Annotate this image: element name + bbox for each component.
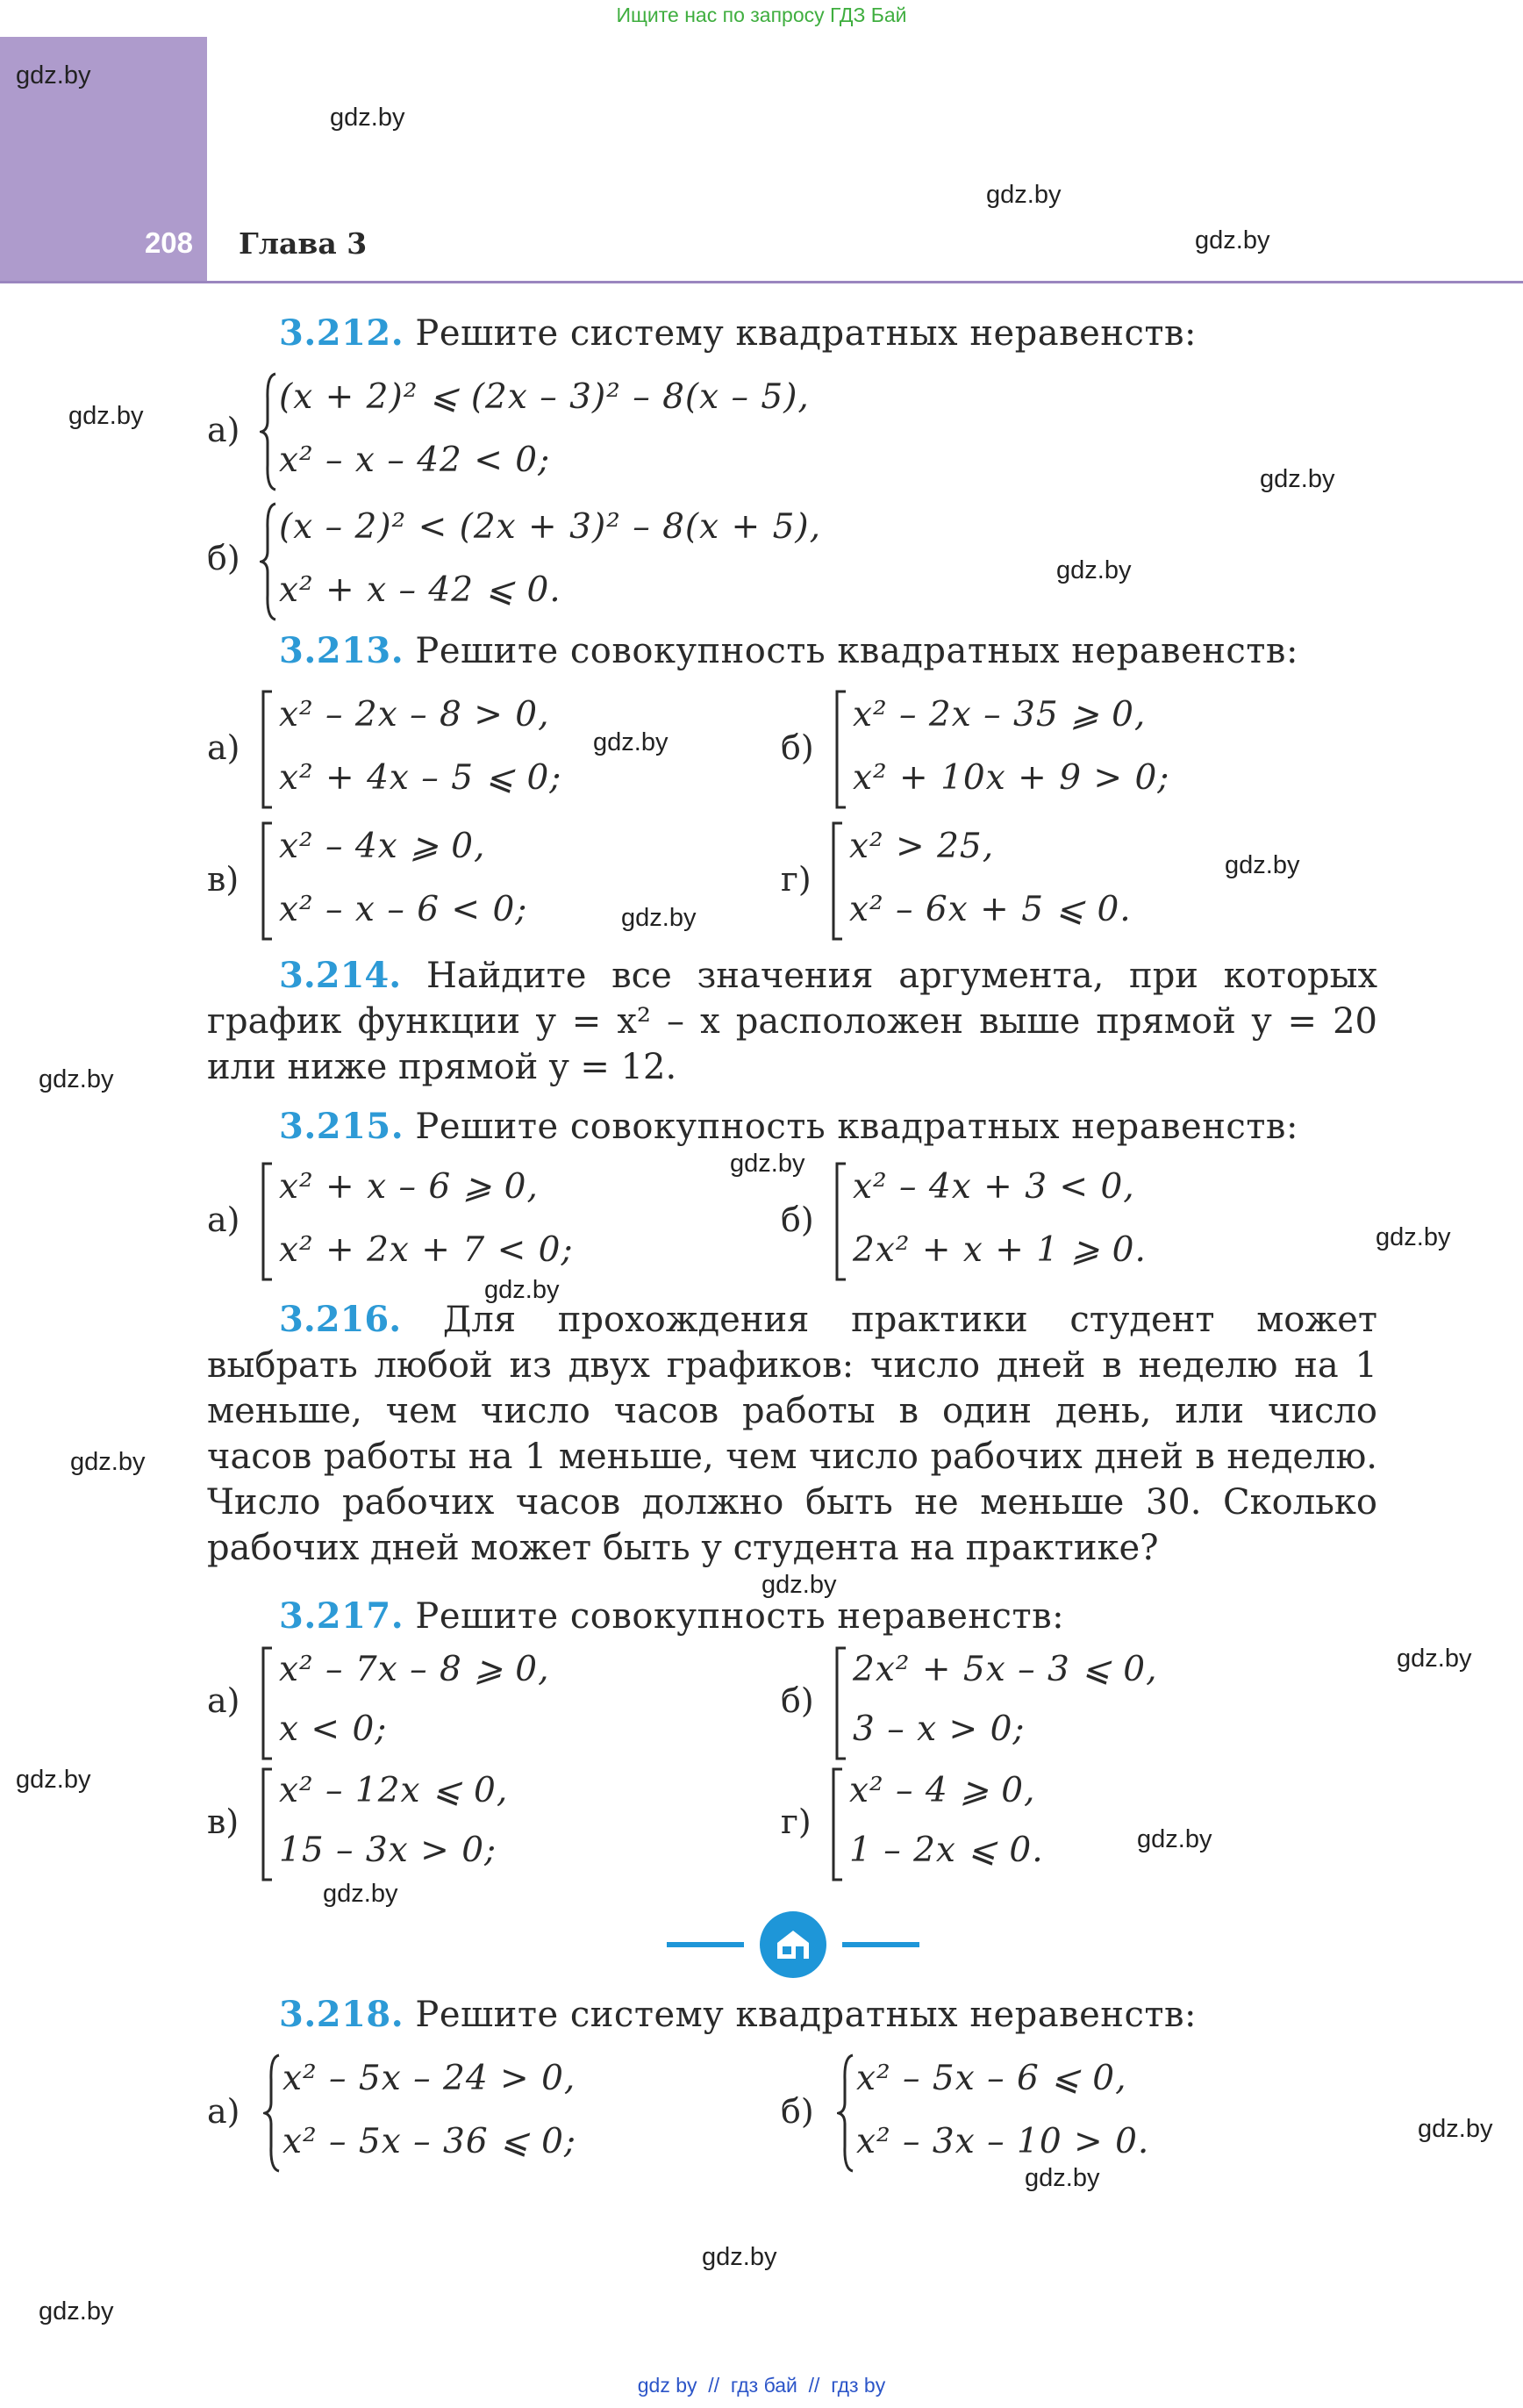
problem-number: 3.214. bbox=[279, 955, 402, 996]
set-3-213-a bbox=[260, 690, 716, 809]
item-label: а) bbox=[207, 2092, 240, 2131]
chapter-title: Глава 3 bbox=[239, 226, 368, 261]
set-3-217-a bbox=[260, 1646, 716, 1760]
separator-line bbox=[842, 1942, 919, 1947]
inequality: x² – 4 ⩾ 0, bbox=[849, 1771, 1036, 1810]
problem-3-217 bbox=[279, 1595, 1064, 1637]
problem-3-212 bbox=[279, 312, 1197, 354]
item-label: в) bbox=[207, 860, 240, 899]
inequality: x² – 4x ⩾ 0, bbox=[279, 827, 486, 866]
watermark: gdz.by bbox=[16, 61, 91, 90]
item-label: в) bbox=[207, 1802, 240, 1841]
watermark: gdz.by bbox=[68, 402, 144, 430]
home-icon-glyph bbox=[760, 1911, 826, 1978]
square-bracket bbox=[830, 1767, 849, 1881]
set-3-217-v bbox=[260, 1767, 716, 1881]
problem-3-216 bbox=[207, 1297, 1377, 1571]
inequality: x² – 6x + 5 ⩽ 0. bbox=[849, 890, 1132, 929]
item-label: б) bbox=[781, 2092, 814, 2131]
inequality: (x – 2)² < (2x + 3)² – 8(x + 5), bbox=[279, 507, 822, 547]
home-icon bbox=[760, 1911, 826, 1978]
inequality: x² – 3x – 10 > 0. bbox=[856, 2122, 1150, 2161]
square-bracket bbox=[833, 690, 853, 809]
item-label: г) bbox=[781, 860, 812, 899]
watermark: gdz.by bbox=[621, 904, 697, 932]
curly-brace bbox=[837, 2053, 856, 2173]
inequality: x² – 5x – 6 ⩽ 0, bbox=[856, 2059, 1127, 2098]
watermark: gdz.by bbox=[1260, 465, 1335, 493]
square-bracket bbox=[833, 1162, 853, 1281]
watermark: gdz.by bbox=[323, 1880, 398, 1908]
set-3-215-a bbox=[260, 1162, 716, 1281]
problem-title: Решите систему квадратных неравенств: bbox=[415, 313, 1197, 354]
problem-title: Решите систему квадратных неравенств: bbox=[415, 1995, 1197, 2035]
item-label: б) bbox=[781, 1200, 814, 1239]
top-search-note: Ищите нас по запросу ГДЗ Бай bbox=[616, 4, 907, 26]
set-3-217-b bbox=[833, 1646, 1325, 1760]
problem-title: Решите совокупность квадратных неравенств: bbox=[415, 1107, 1298, 1147]
inequality: x² – 7x – 8 ⩾ 0, bbox=[279, 1650, 550, 1689]
watermark: gdz.by bbox=[70, 1448, 146, 1476]
page-number: 208 bbox=[144, 226, 193, 259]
watermark: gdz.by bbox=[1025, 2164, 1100, 2192]
watermark: gdz.by bbox=[1225, 851, 1300, 879]
problem-3-213 bbox=[279, 630, 1298, 671]
watermark: gdz.by bbox=[593, 728, 669, 756]
set-3-215-b bbox=[833, 1162, 1325, 1281]
problem-number: 3.212. bbox=[279, 312, 404, 354]
watermark: gdz.by bbox=[16, 1766, 91, 1794]
watermark: gdz.by bbox=[484, 1276, 560, 1304]
set-3-213-v bbox=[260, 821, 716, 941]
inequality: 2x² + 5x – 3 ⩽ 0, bbox=[853, 1650, 1158, 1689]
square-bracket bbox=[260, 1162, 279, 1281]
inequality: x² + 2x + 7 < 0; bbox=[279, 1230, 574, 1270]
watermark: gdz.by bbox=[330, 104, 405, 132]
square-bracket bbox=[833, 1646, 853, 1760]
problem-number: 3.213. bbox=[279, 630, 404, 671]
problem-title: Решите совокупность квадратных неравенств: bbox=[415, 631, 1298, 671]
inequality: x² + 4x – 5 ⩽ 0; bbox=[279, 758, 562, 798]
problem-3-215 bbox=[279, 1106, 1298, 1147]
item-label: б) bbox=[781, 1681, 814, 1720]
problem-text: Для прохождения практики студент может выбрать любой из двух графиков: число дней в неделю на 1 меньше, чем число часов работы в один день, или число часов работы на 1 меньше, чем число рабочих дней в неделю. Число рабочих часов должно быть не меньше 30. Сколько рабочих дней может быть у студента на практике? bbox=[207, 1300, 1377, 1568]
inequality: 1 – 2x ⩽ 0. bbox=[849, 1831, 1044, 1870]
set-3-213-b bbox=[833, 690, 1325, 809]
problem-title: Решите совокупность неравенств: bbox=[415, 1596, 1065, 1637]
watermark: gdz.by bbox=[762, 1571, 837, 1599]
watermark: gdz.by bbox=[1195, 226, 1270, 254]
inequality: (x + 2)² ⩽ (2x – 3)² – 8(x – 5), bbox=[279, 377, 810, 417]
watermark: gdz.by bbox=[986, 181, 1062, 209]
watermark: gdz.by bbox=[39, 2297, 114, 2326]
curly-brace bbox=[260, 372, 279, 491]
watermark: gdz.by bbox=[1137, 1825, 1212, 1853]
inequality: x² + x – 6 ⩾ 0, bbox=[279, 1167, 539, 1207]
inequality: x² – 5x – 36 ⩽ 0; bbox=[282, 2122, 577, 2161]
item-label: а) bbox=[207, 1681, 240, 1720]
problem-text: Найдите все значения аргумента, при которых график функции y = x² – x расположен выше прямой y = 20 или ниже прямой y = 12. bbox=[207, 956, 1377, 1087]
inequality: x² – 5x – 24 > 0, bbox=[282, 2059, 576, 2098]
square-bracket bbox=[260, 821, 279, 941]
item-label: б) bbox=[781, 728, 814, 767]
set-3-213-g bbox=[830, 821, 1321, 941]
item-label: б) bbox=[207, 539, 240, 577]
problem-number: 3.217. bbox=[279, 1595, 404, 1637]
inequality: x < 0; bbox=[279, 1709, 388, 1749]
watermark: gdz.by bbox=[702, 2243, 777, 2271]
problem-number: 3.215. bbox=[279, 1106, 404, 1147]
watermark: gdz.by bbox=[39, 1065, 114, 1093]
curly-brace bbox=[260, 502, 279, 621]
watermark: gdz.by bbox=[1376, 1223, 1451, 1251]
item-label: а) bbox=[207, 728, 240, 767]
problem-number: 3.216. bbox=[279, 1299, 402, 1340]
inequality: x² – 4x + 3 < 0, bbox=[853, 1167, 1135, 1207]
set-3-217-g bbox=[830, 1767, 1321, 1881]
watermark: gdz.by bbox=[730, 1150, 805, 1178]
system-3-212-a bbox=[260, 372, 874, 491]
separator-line bbox=[667, 1942, 744, 1947]
system-3-212-b bbox=[260, 502, 874, 621]
square-bracket bbox=[260, 1646, 279, 1760]
item-label: а) bbox=[207, 1200, 240, 1239]
problem-3-218 bbox=[279, 1994, 1197, 2035]
header-rule bbox=[0, 281, 1523, 283]
square-bracket bbox=[830, 821, 849, 941]
inequality: 2x² + x + 1 ⩾ 0. bbox=[853, 1230, 1147, 1270]
inequality: 3 – x > 0; bbox=[853, 1709, 1026, 1749]
inequality: x² – 2x – 35 ⩾ 0, bbox=[853, 695, 1147, 735]
item-label: г) bbox=[781, 1802, 812, 1841]
inequality: 15 – 3x > 0; bbox=[279, 1831, 497, 1870]
inequality: x² – 12x ⩽ 0, bbox=[279, 1771, 509, 1810]
curly-brace bbox=[263, 2053, 282, 2173]
square-bracket bbox=[260, 690, 279, 809]
watermark: gdz.by bbox=[1418, 2115, 1493, 2143]
system-3-218-a bbox=[263, 2053, 754, 2173]
item-label: а) bbox=[207, 411, 240, 449]
problem-number: 3.218. bbox=[279, 1994, 404, 2035]
inequality: x² – 2x – 8 > 0, bbox=[279, 695, 550, 735]
inequality: x² – x – 6 < 0; bbox=[279, 890, 528, 929]
footer-links[interactable]: gdz by // гдз бай // гдз by bbox=[637, 2374, 886, 2397]
square-bracket bbox=[260, 1767, 279, 1881]
watermark: gdz.by bbox=[1397, 1645, 1472, 1673]
problem-3-214 bbox=[207, 953, 1377, 1090]
watermark: gdz.by bbox=[1056, 556, 1132, 584]
system-3-218-b bbox=[837, 2053, 1328, 2173]
inequality: x² + 10x + 9 > 0; bbox=[853, 758, 1170, 798]
inequality: x² > 25, bbox=[849, 827, 995, 866]
inequality: x² + x – 42 ⩽ 0. bbox=[279, 570, 561, 610]
inequality: x² – x – 42 < 0; bbox=[279, 441, 551, 480]
